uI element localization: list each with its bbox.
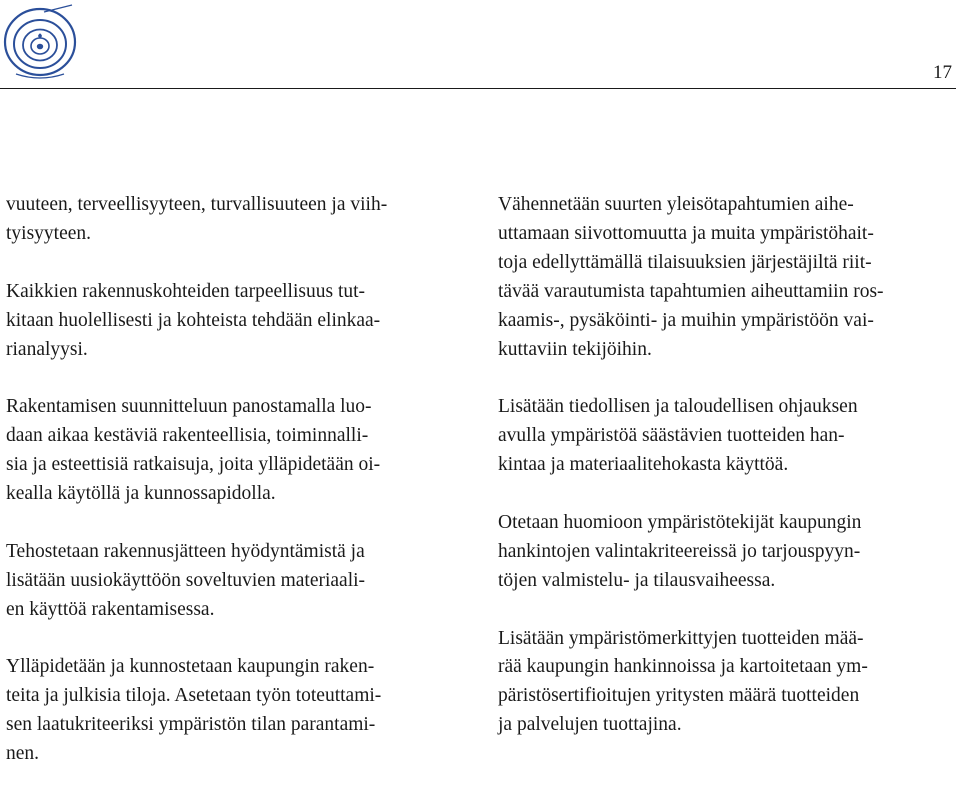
page-number: 17 <box>933 62 952 83</box>
text-line: vuuteen, terveellisyyteen, turvallisuuteen ja viih- <box>6 194 388 215</box>
text-line: kuttaviin tekijöihin. <box>498 338 652 360</box>
text-line: Lisätään ympäristömerkittyjen tuotteiden mää- <box>498 627 864 649</box>
text-line: Rakentamisen suunnitteluun panostamalla luo- <box>6 396 372 418</box>
text-line: Otetaan huomioon ympäristötekijät kaupungin <box>498 511 862 533</box>
paragraph <box>6 278 468 365</box>
text-line: päristösertifioitujen yritysten määrä tuotteiden <box>498 685 860 707</box>
paragraph <box>498 393 958 480</box>
text-line: kealla käytöllä ja kunnossapidolla. <box>6 483 276 505</box>
right-column <box>498 191 958 740</box>
ripple-logo-icon <box>2 2 78 82</box>
text-line: ja palvelujen tuottajina. <box>498 714 682 736</box>
text-line: avulla ympäristöä säästävien tuotteiden han- <box>498 425 845 447</box>
text-line: rää kaupungin hankinnoissa ja kartoitetaan ym- <box>498 656 868 678</box>
text-line: tävää varautumista tapahtumien aiheuttamiin ros- <box>498 280 884 302</box>
text-line: kintaa ja materiaalitehokasta käyttöä. <box>498 454 789 476</box>
text-line: nen. <box>6 743 40 765</box>
paragraph <box>6 538 468 625</box>
text-line: Kaikkien rakennuskohteiden tarpeellisuus tut- <box>6 280 366 302</box>
text-line: hankintojen valintakriteereissä jo tarjouspyyn- <box>498 540 861 562</box>
header-rule <box>0 88 956 89</box>
paragraph <box>498 191 958 364</box>
paragraph <box>6 393 468 509</box>
text-line: uttamaan siivottomuutta ja muita ympäristöhait- <box>498 222 874 244</box>
text-line: en käyttöä rakentamisessa. <box>6 598 215 620</box>
text-line: teita ja julkisia tiloja. Asetetaan työn toteuttami- <box>6 685 382 707</box>
paragraph <box>6 653 468 769</box>
text-line: Vähennetään suurten yleisötapahtumien aihe- <box>498 194 854 215</box>
text-line: Ylläpidetään ja kunnostetaan kaupungin raken- <box>6 656 375 678</box>
text-line: Tehostetaan rakennusjätteen hyödyntämistä ja <box>6 540 365 562</box>
text-line: tyisyyteen. <box>6 222 92 244</box>
left-column <box>6 191 468 769</box>
text-line: kaamis-, pysäköinti- ja muihin ympäristöön vai- <box>498 309 874 331</box>
text-line: Lisätään tiedollisen ja taloudellisen ohjauksen <box>498 396 858 418</box>
text-line: sen laatukriteeriksi ympäristön tilan parantami- <box>6 714 376 736</box>
paragraph <box>6 191 468 249</box>
paragraph <box>498 625 958 741</box>
text-line: kitaan huolellisesti ja kohteista tehdään elinkaa- <box>6 309 381 331</box>
text-line: rianalyysi. <box>6 338 88 360</box>
text-line: toja edellyttämällä tilaisuuksien järjestäjiltä riit- <box>498 251 872 273</box>
text-line: daan aikaa kestäviä rakenteellisia, toiminnalli- <box>6 425 369 447</box>
text-line: töjen valmistelu- ja tilausvaiheessa. <box>498 569 776 591</box>
text-line: sia ja esteettisiä ratkaisuja, joita ylläpidetään oi- <box>6 454 381 476</box>
text-line: lisätään uusiokäyttöön soveltuvien materiaali- <box>6 569 366 591</box>
paragraph <box>498 509 958 596</box>
